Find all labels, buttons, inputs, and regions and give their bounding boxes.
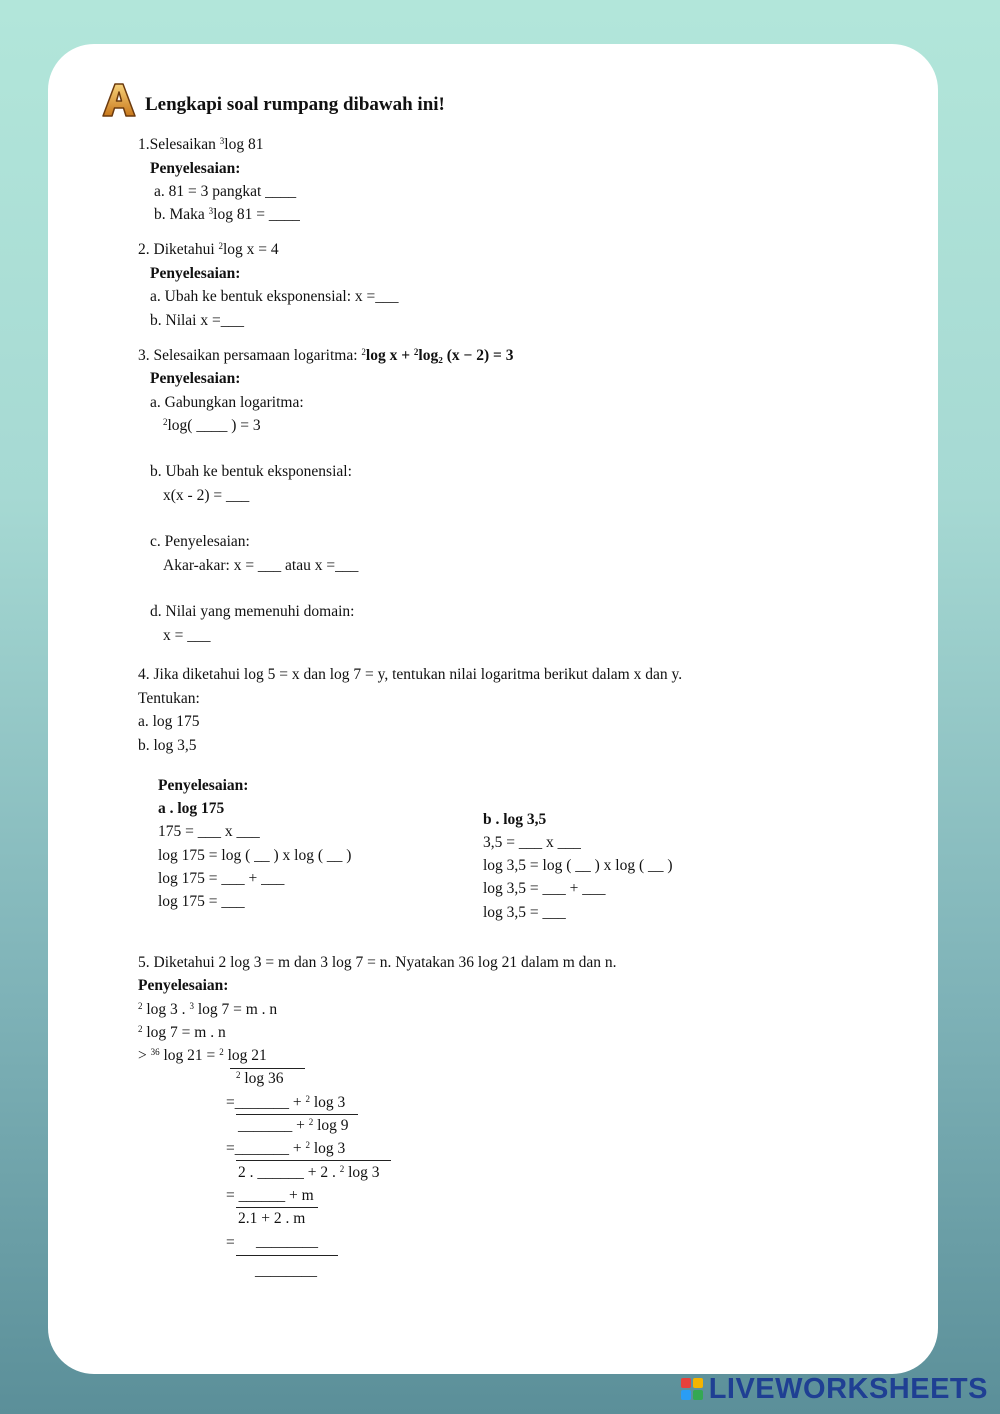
q5-line-9: = ______ + m: [226, 1187, 314, 1204]
footer-brand: [681, 1372, 988, 1406]
q5-line-5: =_______ + $^2$ log 3: [226, 1094, 346, 1111]
q5-line-3: > $^{36}$ log 21 = $^2$ log 21: [138, 1047, 267, 1064]
q4-tentukan: Tentukan:: [138, 690, 200, 707]
q4-left-line: 175 = ___ x ___: [158, 823, 260, 840]
fraction-bar: [236, 1114, 358, 1115]
q3-part-d-expr: x = ___: [163, 627, 211, 644]
q5-denominator-1: $^2$ log 36: [236, 1070, 284, 1087]
section-a-badge-icon: [100, 82, 138, 118]
q4-right-line: log 3,5 = log ( __ ) x log ( __ ): [483, 857, 673, 874]
question-2: 2. Diketahui $^2$log x = 4: [138, 241, 279, 258]
logo-square: [693, 1378, 703, 1388]
q1-solution-label: Penyelesaian:: [150, 160, 241, 177]
logo-square: [681, 1378, 691, 1388]
q3-part-b: b. Ubah ke bentuk eksponensial:: [150, 463, 352, 480]
q4-item-b: b. log 3,5: [138, 737, 197, 754]
q3-part-c: c. Penyelesaian:: [150, 533, 250, 550]
q2-part-a: a. Ubah ke bentuk eksponensial: x =___: [150, 288, 399, 305]
q2-part-b: b. Nilai x =___: [150, 312, 244, 329]
q1-part-b: b. Maka $^3$log 81 = ____: [154, 206, 300, 223]
liveworksheets-logo-icon: [681, 1378, 703, 1400]
fraction-bar: [236, 1255, 338, 1256]
q5-line-7: =_______ + $^2$ log 3: [226, 1140, 346, 1157]
q4-left-line: log 175 = log ( __ ) x log ( __ ): [158, 847, 352, 864]
q5-line-11: =: [226, 1234, 235, 1251]
q5-line-10: 2.1 + 2 . m: [238, 1210, 306, 1227]
q4-right-head: b . log 3,5: [483, 811, 547, 828]
question-4: 4. Jika diketahui log 5 = x dan log 7 = y, tentukan nilai logaritma berikut dalam x dan y.: [138, 666, 683, 683]
q3-part-d: d. Nilai yang memenuhi domain:: [150, 603, 355, 620]
q4-solution-label: Penyelesaian:: [158, 777, 249, 794]
q4-right-line: log 3,5 = ___: [483, 904, 566, 921]
section-title: Lengkapi soal rumpang dibawah ini!: [145, 94, 445, 115]
q4-left-line: log 175 = ___ + ___: [158, 870, 285, 887]
q4-right-line: log 3,5 = ___ + ___: [483, 880, 606, 897]
q5-answer-blank[interactable]: ________: [256, 1233, 318, 1250]
q4-right-line: 3,5 = ___ x ___: [483, 834, 581, 851]
q5-line-12[interactable]: ________: [255, 1262, 317, 1279]
q5-solution-label: Penyelesaian:: [138, 977, 229, 994]
brand-name: LIVEWORKSHEETS: [708, 1372, 988, 1405]
question-5: 5. Diketahui 2 log 3 = m dan 3 log 7 = n. Nyatakan 36 log 21 dalam m dan n.: [138, 954, 617, 971]
question-3: 3. Selesaikan persamaan logaritma: $^2$log x + $^2$log₂ (x − 2) = 3: [138, 347, 514, 364]
q5-line-8: 2 . ______ + 2 . $^2$ log 3: [238, 1164, 380, 1181]
q3-part-a-expr: $^2$log( ____ ) = 3: [163, 417, 261, 434]
q4-left-line: log 175 = ___: [158, 893, 245, 910]
q3-part-c-expr: Akar-akar: x = ___ atau x =___: [163, 557, 359, 574]
q5-line-6: _______ + $^2$ log 9: [238, 1117, 349, 1134]
fraction-bar: [236, 1207, 318, 1208]
logo-square: [693, 1390, 703, 1400]
q3-part-b-expr: x(x - 2) = ___: [163, 487, 250, 504]
q4-left-head: a . log 175: [158, 800, 225, 817]
q5-line-1: $^2$ log 3 . $^3$ log 7 = m . n: [138, 1001, 278, 1018]
q2-solution-label: Penyelesaian:: [150, 265, 241, 282]
fraction-bar: [230, 1068, 305, 1069]
q3-solution-label: Penyelesaian:: [150, 370, 241, 387]
question-1: 1.Selesaikan $^3$log 81: [138, 136, 264, 153]
logo-square: [681, 1390, 691, 1400]
q1-part-a: a. 81 = 3 pangkat ____: [154, 183, 297, 200]
q4-item-a: a. log 175: [138, 713, 200, 730]
fraction-bar: [236, 1160, 391, 1161]
q3-part-a: a. Gabungkan logaritma:: [150, 394, 304, 411]
q5-line-2: $^2$ log 7 = m . n: [138, 1024, 226, 1041]
